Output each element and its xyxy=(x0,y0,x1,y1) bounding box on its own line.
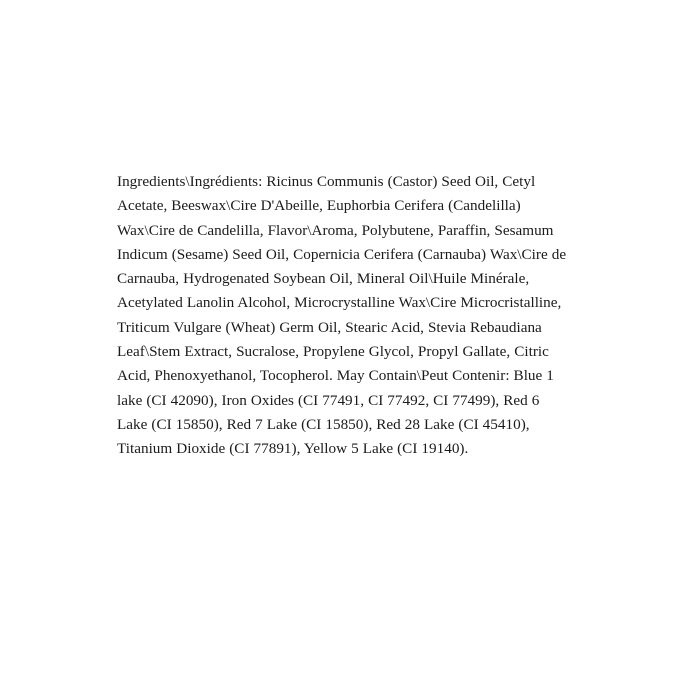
ingredients-paragraph: Ingredients\Ingrédients: Ricinus Communis (Castor) Seed Oil, Cetyl Acetate, Beeswax\Cire D'Abeille, Euphorbia Cerifera (Candelilla) Wax\Cire de Candelilla, Flavor\Aroma, Polybutene, Paraffin, Sesamum Indicum (Sesame) Seed Oil, Copernicia Cerifera (Carnauba) Wax\Cire de Carnauba, Hydrogenated Soybean Oil, Mineral Oil\Huile Minérale, Acetylated Lanolin Alcohol, Microcrystalline Wax\Cire Microcristalline, Triticum Vulgare (Wheat) Germ Oil, Stearic Acid, Stevia Rebaudiana Leaf\Stem Extract, Sucralose, Propylene Glycol, Propyl Gallate, Citric Acid, Phenoxyethanol, Tocopherol. May Contain\Peut Contenir: Blue 1 lake (CI 42090), Iron Oxides (CI 77491, CI 77492, CI 77499), Red 6 Lake (CI 15850), Red 7 Lake (CI 15850), Red 28 Lake (CI 45410), Titanium Dioxide (CI 77891), Yellow 5 Lake (CI 19140). xyxy=(117,173,571,458)
ingredients-block xyxy=(117,170,569,462)
